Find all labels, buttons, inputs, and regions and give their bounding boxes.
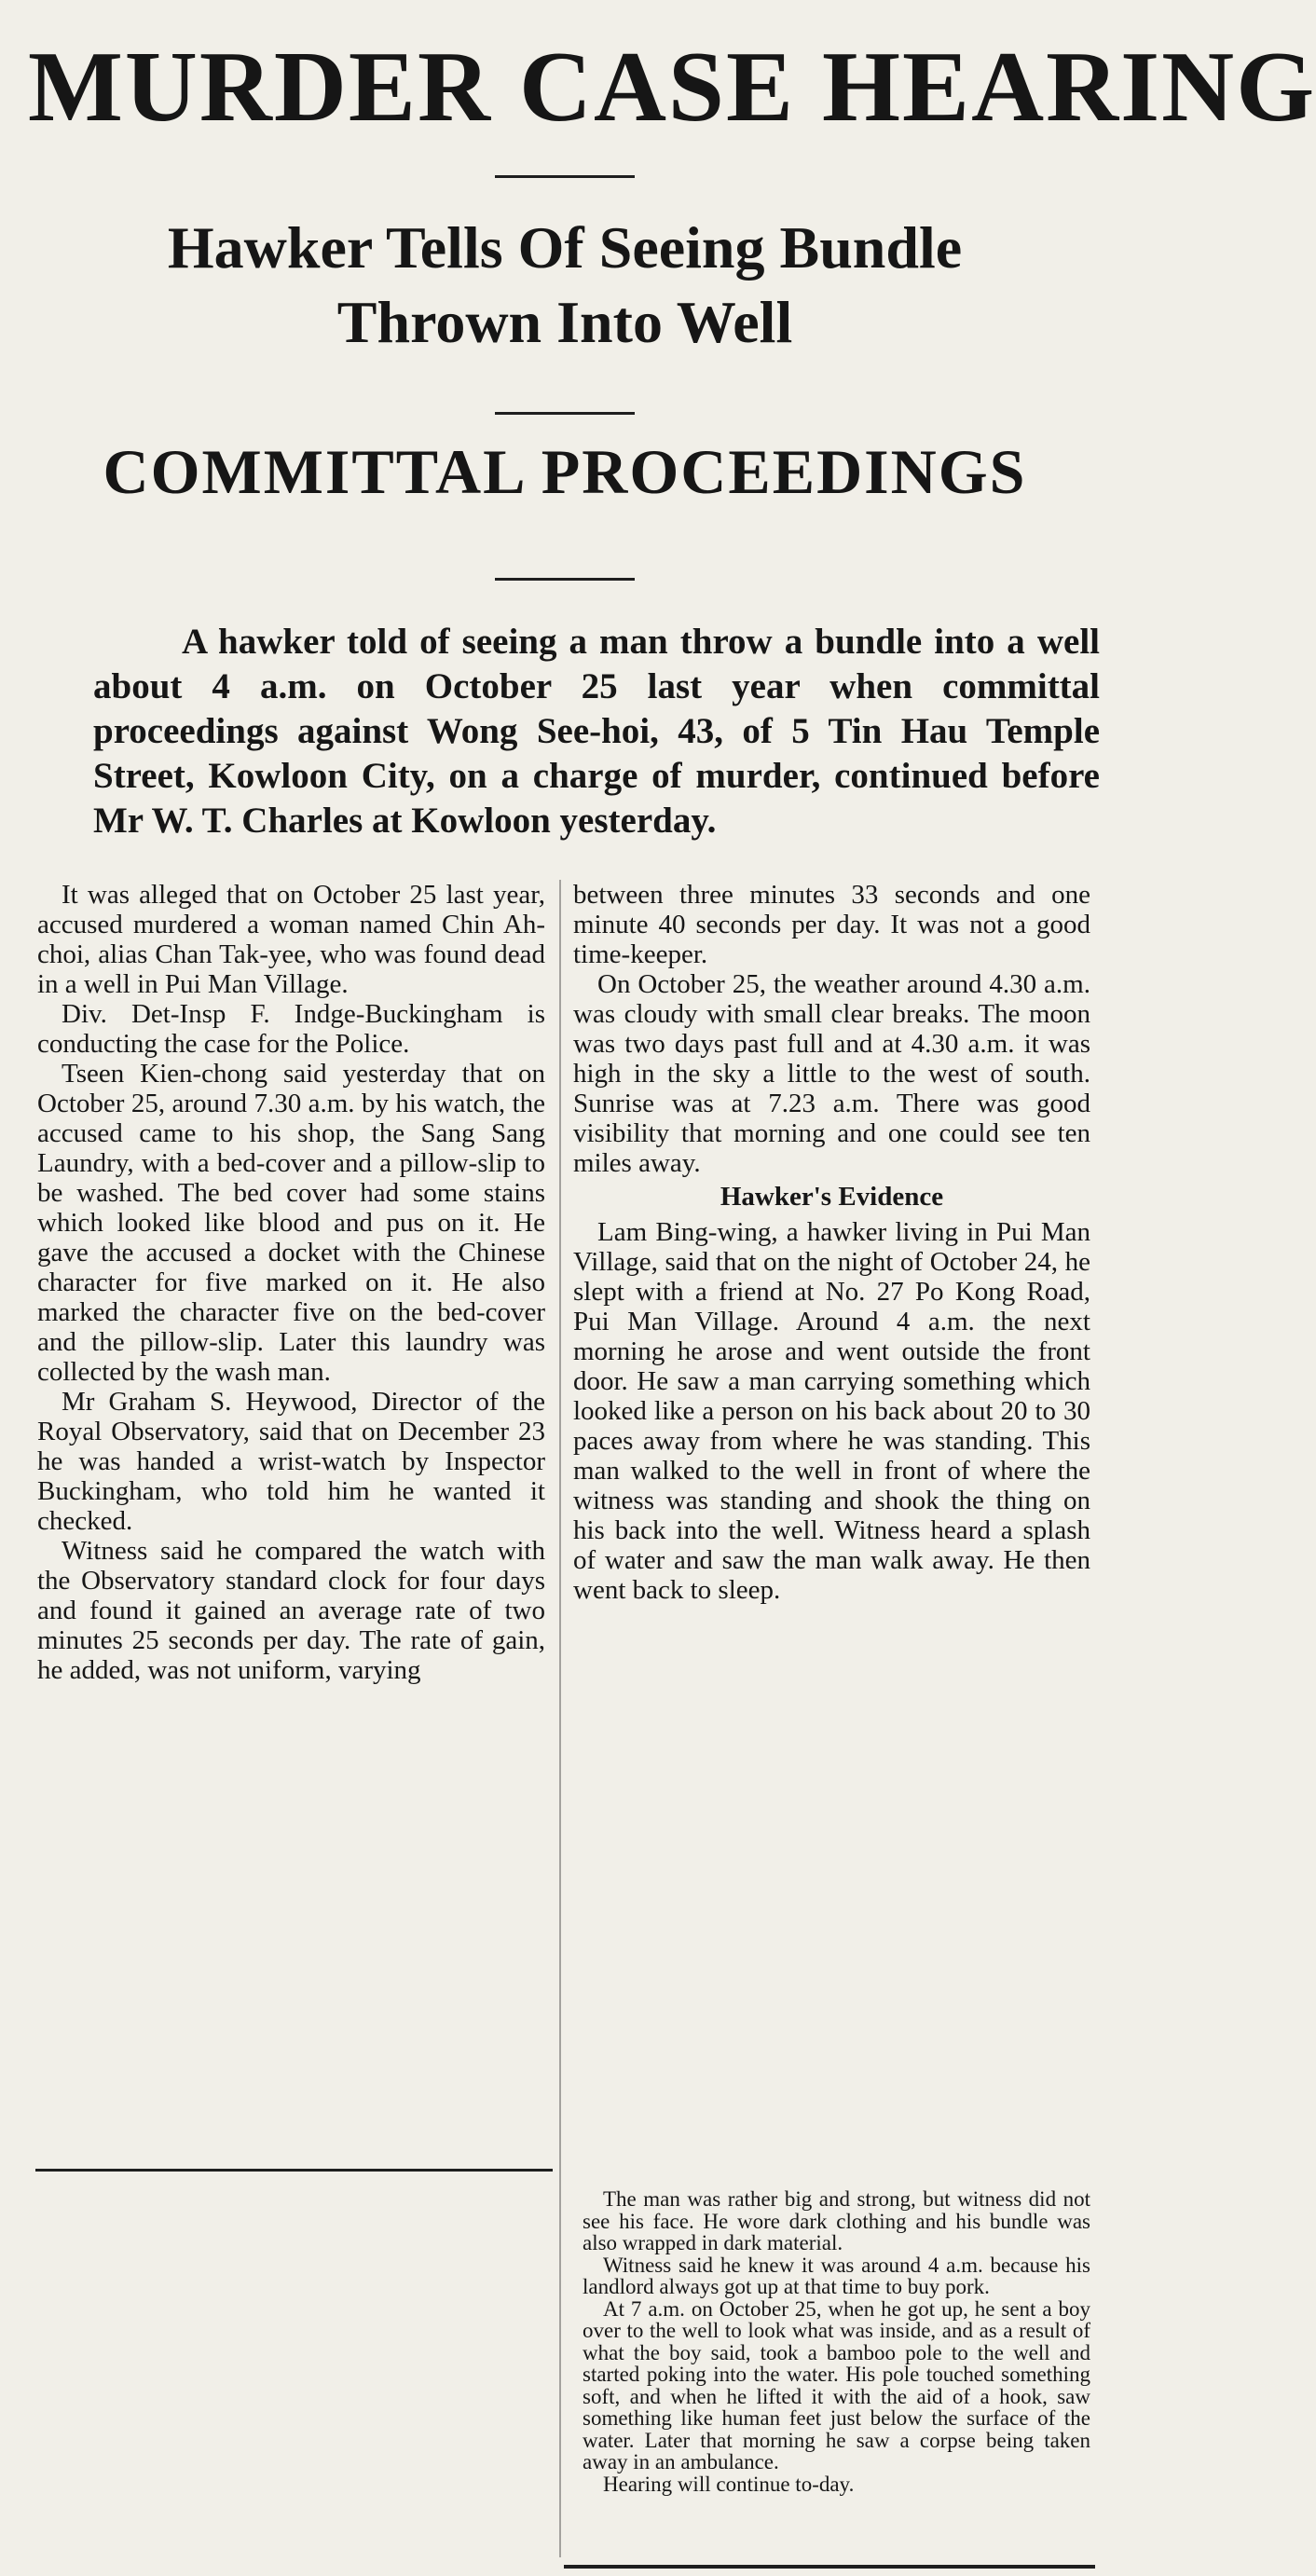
paragraph: Lam Bing-wing, a hawker living in Pui Man Village, said that on the night of October 24, he slept with a friend at No. 27 Po Kong Road, Pui Man Village. Around 4 a.m. the next morning he arose and went outside the front door. He saw a man carrying something which looked like a person on his back about 20 to 30 paces away from where he was standing. This man walked to the well in front of where the witness was standing and shook the thing on his back into the well. Witness heard a splash of water and saw the man walk away. He then went back to sleep.: [573, 1217, 1090, 1605]
section-head: COMMITTAL PROCEEDINGS: [103, 436, 1027, 507]
subheadline: [37, 211, 1092, 360]
paragraph: At 7 a.m. on October 25, when he got up, he sent a boy over to the well to look what was inside, and as a result of what the boy said, took a bamboo pole to the well and started poking into the water. His pole touched something soft, and when he lifted it with the aid of a hook, saw something like human feet just below the surface of the water. Later that morning he saw a corpse being taken away in an ambulance.: [583, 2296, 1090, 2473]
section-rule: [495, 578, 635, 581]
column-1: [37, 880, 545, 1685]
subheadline-line-2: Thrown Into Well: [336, 289, 793, 355]
column-2: [573, 880, 1090, 1605]
paragraph: Witness said he compared the watch with the Observatory standard clock for four days and found it gained an average rate of two minutes 25 seconds per day. The rate of gain, he added, was not uniform, varying: [37, 1536, 545, 1685]
subheadline-rule: [495, 412, 635, 415]
column-3: [583, 2188, 1090, 2495]
paragraph: The man was rather big and strong, but witness did not see his face. He wore dark clothing and his bundle was also wrapped in dark material.: [583, 2187, 1090, 2254]
paragraph: Mr Graham S. Heywood, Director of the Royal Observatory, said that on December 23 he was handed a wrist-watch by Inspector Buckingham, who told him he wanted it checked.: [37, 1387, 545, 1536]
column-divider: [559, 880, 561, 2557]
closing-line: Hearing will continue to-day.: [603, 2472, 855, 2496]
lede-paragraph: A hawker told of seeing a man throw a bundle into a well about 4 a.m. on October 25 last year when committal proceedings against Wong See-hoi, 43, of 5 Tin Hau Temple Street, Kowloon City, on a charge of murder, continued before Mr W. T. Charles at Kowloon yesterday.: [93, 622, 1100, 841]
section-subhead: Hawker's Evidence: [720, 1182, 944, 1212]
paragraph: It was alleged that on October 25 last year, accused murdered a woman named Chin Ah-choi, alias Chan Tak-yee, who was found dead in a well in Pui Man Village.: [37, 880, 545, 999]
paragraph: Div. Det-Insp F. Indge-Buckingham is conducting the case for the Police.: [37, 999, 545, 1059]
article-end-rule: [564, 2565, 1095, 2569]
headline: MURDER CASE HEARING: [28, 32, 1316, 143]
column-1-end-rule: [35, 2169, 553, 2172]
headline-rule: [495, 175, 635, 178]
subheadline-line-1: Hawker Tells Of Seeing Bundle: [167, 214, 963, 281]
paragraph: Witness said he knew it was around 4 a.m. because his landlord always got up at that time to buy pork.: [583, 2253, 1090, 2298]
paragraph: Tseen Kien-chong said yesterday that on October 25, around 7.30 a.m. by his watch, the accused came to his shop, the Sang Sang Laundry, with a bed-cover and a pillow-slip to be washed. The bed cover had some stains which looked like blood and pus on it. He gave the accused a docket with the Chinese character for five marked on it. He also marked the character five on the bed-cover and the pillow-slip. Later this laundry was collected by the wash man.: [37, 1059, 545, 1387]
paragraph: On October 25, the weather around 4.30 a.m. was cloudy with small clear breaks. The moon was two days past full and at 4.30 a.m. it was high in the sky a little to the west of south. Sunrise was at 7.23 a.m. There was good visibility that morning and one could see ten miles away.: [573, 969, 1090, 1178]
paragraph: between three minutes 33 seconds and one minute 40 seconds per day. It was not a good time-keeper.: [573, 880, 1090, 969]
